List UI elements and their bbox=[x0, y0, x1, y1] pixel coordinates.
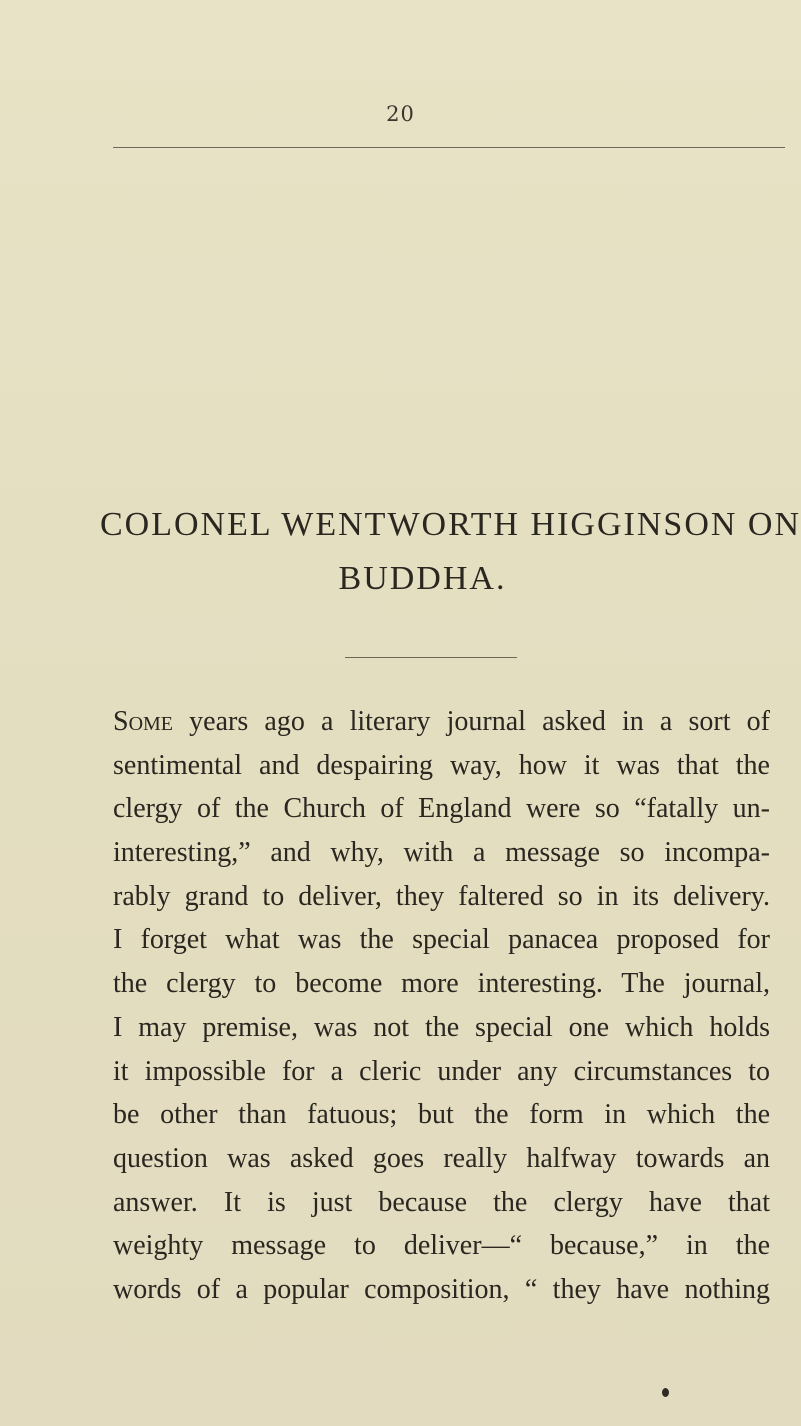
page-number: 20 bbox=[386, 102, 415, 126]
ink-speck bbox=[662, 1388, 669, 1397]
body-line: clergy of the Church of England were so “fatally un- bbox=[113, 793, 770, 825]
body-line: sentimental and despairing way, how it was that the bbox=[113, 749, 770, 781]
body-line: be other than fatuous; but the form in which the bbox=[113, 1099, 770, 1131]
body-line-1 bbox=[113, 700, 770, 744]
body-line: words of a popular composition, “ they have nothing bbox=[113, 1273, 770, 1305]
body-line: question was asked goes really halfway towards an bbox=[113, 1142, 770, 1174]
body-line: answer. It is just because the clergy have that bbox=[113, 1186, 770, 1218]
opening-word: Some bbox=[113, 706, 174, 737]
header-rule bbox=[113, 147, 785, 148]
body-line: the clergy to become more interesting. The journal, bbox=[113, 968, 770, 1000]
body-line: I forget what was the special panacea proposed for bbox=[113, 924, 770, 956]
body-line: rably grand to deliver, they faltered so in its delivery. bbox=[113, 880, 770, 912]
body-line: weighty message to deliver—“ because,” in the bbox=[113, 1230, 770, 1262]
chapter-heading-line-2: BUDDHA. bbox=[338, 560, 507, 597]
body-text bbox=[113, 700, 770, 1312]
body-line: I may premise, was not the special one which holds bbox=[113, 1011, 770, 1043]
section-rule bbox=[345, 657, 517, 658]
chapter-heading bbox=[100, 498, 801, 606]
chapter-heading-line-1: COLONEL WENTWORTH HIGGINSON ON bbox=[100, 506, 801, 543]
body-line: it impossible for a cleric under any circumstances to bbox=[113, 1055, 770, 1087]
body-line: interesting,” and why, with a message so incompa- bbox=[113, 837, 770, 869]
body-line-1-rest: years ago a literary journal asked in a sort of bbox=[173, 706, 770, 737]
